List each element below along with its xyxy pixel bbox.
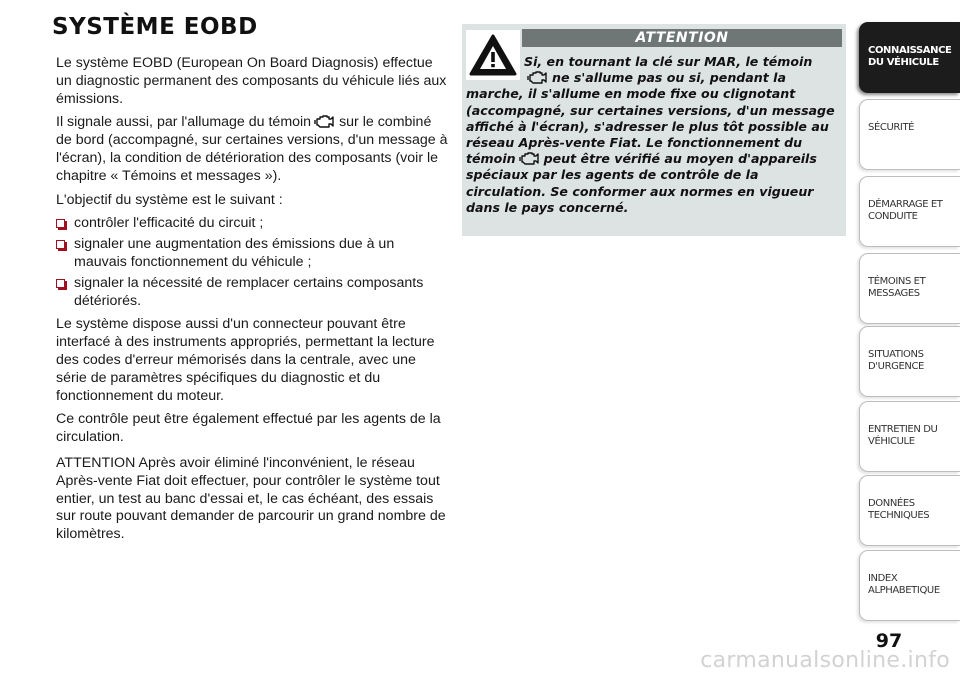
checkbox-bullet-icon (56, 240, 65, 249)
tab-label-line1: DONNÉES (868, 498, 915, 509)
tab-label-line1: DÉMARRAGE ET (868, 199, 943, 210)
tab-securite[interactable] (859, 99, 960, 170)
tab-label-line2: VÉHICULE (868, 436, 915, 447)
signal-paragraph (56, 114, 448, 185)
tab-donnees-techniques[interactable] (859, 475, 960, 546)
warning-heading: ATTENTION (522, 29, 842, 47)
warning-text (466, 54, 842, 216)
list-item-text: contrôler l'efficacité du circuit ; (74, 215, 264, 232)
tab-label-line1: SÉCURITÉ (868, 122, 915, 133)
tab-label-line1: TÉMOINS ET (868, 276, 926, 287)
tab-temoins-et-messages[interactable] (859, 253, 960, 324)
tab-label-line2: DU VÉHICULE (868, 57, 939, 68)
list-item-text: signaler la nécessité de remplacer certains composants détériorés. (74, 274, 424, 309)
connector-paragraph: Le système dispose aussi d'un connecteur pouvant être interfacé à des instruments appropriés, permettant la lecture des codes d'erreur mémorisés dans la centrale, avec une série de paramètres spécifiques du diagnostic et du fonctionnement du moteur. (56, 316, 435, 404)
warning-text-part1: Si, en tournant la clé sur MAR, le témoin (524, 54, 813, 69)
tab-label-line2: ALPHABETIQUE (868, 585, 940, 596)
tab-label-line2: TECHNIQUES (868, 510, 930, 521)
tab-index-alphabetique[interactable] (859, 550, 960, 621)
tab-label-line1: ENTRETIEN DU (868, 424, 938, 435)
traffic-paragraph: Ce contrôle peut être également effectué par les agents de la circulation. (56, 411, 441, 446)
warning-text-part3: peut être vérifié au moyen d'appareils spéciaux par les agents de contrôle de la circulation. Se conformer aux normes en vigueur dans le pays concerné. (466, 151, 817, 215)
tab-label-line1: CONNAISSANCE (868, 45, 952, 56)
tab-label-line2: CONDUITE (868, 211, 918, 222)
tab-label-line2: MESSAGES (868, 288, 920, 299)
list-item (56, 275, 448, 311)
signal-text-before: Il signale aussi, par l'allumage du témoin (56, 114, 312, 131)
page-number: 97 (875, 630, 903, 652)
tab-label-line1: SITUATIONS (868, 349, 924, 360)
tab-connaissance-du-vehicule[interactable] (859, 22, 960, 93)
engine-check-icon (314, 114, 336, 129)
checkbox-bullet-icon (56, 279, 65, 288)
warning-box (462, 24, 846, 236)
warning-text-part2: ne s'allume pas ou si, pendant la marche, il s'allume en mode fixe ou clignotant (accompagné, sur certaines versions, d'un message affiché à l'écran), s'adresser le plus tôt possible au réseau Après-vente Fiat. Le fonctionnement du témoin (466, 70, 835, 167)
watermark-text: carmanualsonline.info (700, 648, 950, 673)
chapter-sidebar (859, 22, 960, 618)
attention-note-paragraph: ATTENTION Après avoir éliminé l'inconvénient, le réseau Après-vente Fiat doit effectuer, pour contrôler le système tout entier, un test au banc d'essai et, le cas échéant, des essais sur route pouvant demander de parcourir un grand nombre de kilomètres. (56, 454, 446, 543)
checkbox-bullet-icon (56, 219, 65, 228)
engine-check-icon (527, 70, 549, 85)
tab-demarrage-et-conduite[interactable] (859, 176, 960, 247)
list-item (56, 215, 448, 233)
signal-text-after: sur le combiné de bord (accompagné, sur certaines versions, d'un message à l'écran), la condition de détérioration des composants (voir le chapitre « Témoins et messages »). (56, 114, 448, 184)
list-item (56, 236, 448, 272)
engine-check-icon (519, 151, 541, 166)
intro-paragraph: Le système EOBD (European On Board Diagnosis) effectue un diagnostic permanent des composants du véhicule liés aux émissions. (56, 55, 447, 107)
tab-label-line2: D'URGENCE (868, 361, 924, 372)
tab-entretien-du-vehicule[interactable] (859, 401, 960, 472)
main-text-column (56, 55, 448, 550)
tab-label-line1: INDEX (868, 573, 898, 584)
objective-paragraph: L'objectif du système est le suivant : (56, 191, 283, 208)
list-item-text: signaler une augmentation des émissions due à un mauvais fonctionnement du véhicule ; (74, 236, 395, 270)
page-title: SYSTÈME EOBD (52, 14, 258, 40)
tab-situations-d-urgence[interactable] (859, 326, 960, 397)
objective-list (56, 215, 448, 310)
